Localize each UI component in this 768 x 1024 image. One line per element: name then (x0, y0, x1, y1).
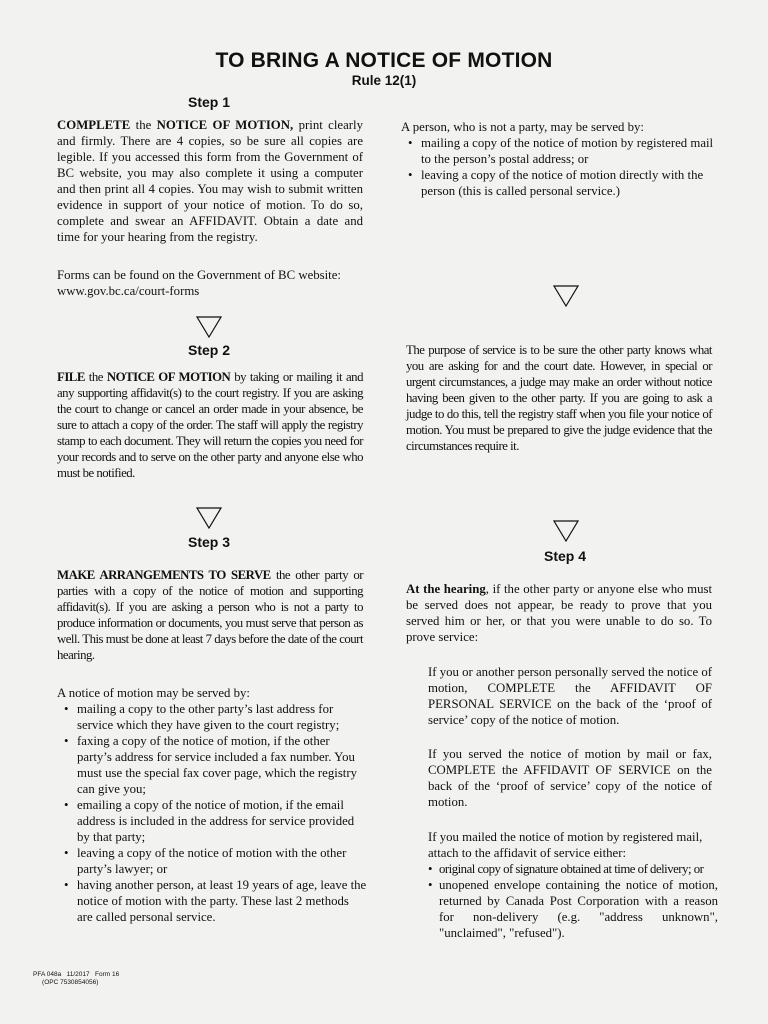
step-2-lead-file: FILE (57, 370, 85, 384)
step-2-lead-the: the (84, 370, 107, 384)
purpose-paragraph: The purpose of service is to be sure the other party knows what you are asking for and the court date. However, in special or urgent circumstances, a judge may make an order without notice having been given to the other party. If you are going to ask a judge to do this, tell the registry staff when you file your notice of motion. You must be prepared to give the judge evidence that the circumstances require it. (406, 343, 712, 453)
step-2-body: by taking or mailing it and any supporting affidavit(s) to the court registry. If you are asking the court to change or cancel an order made in your absence, be sure to attach a copy of the order. The staff will apply the registry stamp to each document. They will return the copies you need for your records and to serve on the other party and anyone else who must be notified. (57, 370, 363, 480)
step-4-lead: At the hearing (406, 582, 486, 596)
step-3-lead: MAKE ARRANGEMENTS TO SERVE (57, 568, 271, 582)
step-4-paragraph (406, 581, 712, 645)
service-method-list (57, 701, 367, 925)
list-item: • original copy of signature obtained at time of delivery; or (428, 861, 718, 877)
down-arrow-icon (553, 285, 579, 307)
registered-intro: If you mailed the notice of motion by registered mail, attach to the affidavit of service either: (428, 830, 703, 860)
step-4-heading: Step 4 (544, 548, 587, 564)
forms-website: www.gov.bc.ca/court-forms (57, 284, 200, 298)
list-item: • mailing a copy of the notice of motion by registered mail to the person’s postal address; or (401, 135, 719, 167)
list-item: • mailing a copy to the other party’s last address for service which they have given to the court registry; (57, 701, 367, 733)
list-item: • unopened envelope containing the notice of motion, returned by Canada Post Corporation with a reason for non-delivery (e.g. "address unknown", "unclaimed", "refused"). (428, 877, 718, 941)
step-4-body: , if the other party or anyone else who must be served does not appear, be ready to prove that you served him or her, or that you were unable to do so. To prove service: (406, 582, 712, 644)
down-arrow-icon (196, 507, 222, 529)
list-item: • faxing a copy of the notice of motion, if the other party’s address for service included a fax number. You must use the special fax cover page, which the registry can give you; (57, 733, 367, 797)
step-1-lead-complete: COMPLETE (57, 118, 131, 132)
mail-fax-service-paragraph: If you served the notice of motion by mail or fax, COMPLETE the AFFIDAVIT OF SERVICE on the back of the ‘proof of service’ copy of the notice of motion. (428, 747, 712, 809)
step-1-paragraph (57, 117, 363, 245)
personal-service-paragraph: If you or another person personally served the notice of motion, COMPLETE the AFFIDAVIT OF PERSONAL SERVICE on the back of the ‘proof of service’ copy of the notice of motion. (428, 665, 712, 727)
list-item: • emailing a copy of the notice of motion, if the email address is included in the address for service provided by that party; (57, 797, 367, 845)
forms-note-line1: Forms can be found on the Government of BC website: (57, 268, 341, 282)
step-1-lead-form: NOTICE OF MOTION, (156, 118, 294, 132)
down-arrow-icon (553, 520, 579, 542)
opc-number: (OPC 7530854056) (33, 979, 99, 986)
non-party-intro: A person, who is not a party, may be served by: (401, 120, 644, 134)
registered-item-list (428, 861, 718, 941)
step-2-heading: Step 2 (188, 342, 231, 358)
list-item: • leaving a copy of the notice of motion with the other party’s lawyer; or (57, 845, 367, 877)
step-3-service-methods (57, 685, 367, 925)
down-arrow-icon (196, 316, 222, 338)
registered-mail-section (428, 829, 718, 941)
step-2-paragraph (57, 369, 363, 481)
step-3-paragraph (57, 567, 363, 663)
step-2-lead-form: NOTICE OF MOTION (106, 370, 231, 384)
step-1-heading: Step 1 (188, 94, 231, 110)
form-footer (33, 971, 119, 987)
form-number: PFA 048a 11/2017 Form 16 (33, 971, 120, 978)
step-3-body: the other party or parties with a copy of the notice of motion and supporting affidavit(s). If you are asking a person who is not a party to produce information or documents, you must serve that person as well. This must be done at least 7 days before the date of the court hearing. (57, 568, 364, 662)
list-item: • leaving a copy of the notice of motion directly with the person (this is called personal service.) (401, 167, 719, 199)
non-party-service (401, 119, 719, 199)
step-1-body: print clearly and firmly. There are 4 copies, so be sure all copies are legible. If you accessed this form from the Government of BC website, you may also complete it using a computer and then print all 4 copies. You may wish to submit written evidence in support of your notice of motion. To do so, complete and swear an AFFIDAVIT. Obtain a date and time for your hearing from the registry. (57, 118, 363, 244)
forms-note (57, 267, 367, 299)
step-3-heading: Step 3 (188, 534, 231, 550)
non-party-method-list (401, 135, 719, 199)
rule-subtitle: Rule 12(1) (351, 73, 417, 88)
step-1-lead-the: the (130, 118, 157, 132)
page-title: TO BRING A NOTICE OF MOTION (215, 49, 553, 72)
list-item: • having another person, at least 19 years of age, leave the notice of motion with the party. These last 2 methods are called personal service. (57, 877, 367, 925)
served-by-intro: A notice of motion may be served by: (57, 686, 250, 700)
